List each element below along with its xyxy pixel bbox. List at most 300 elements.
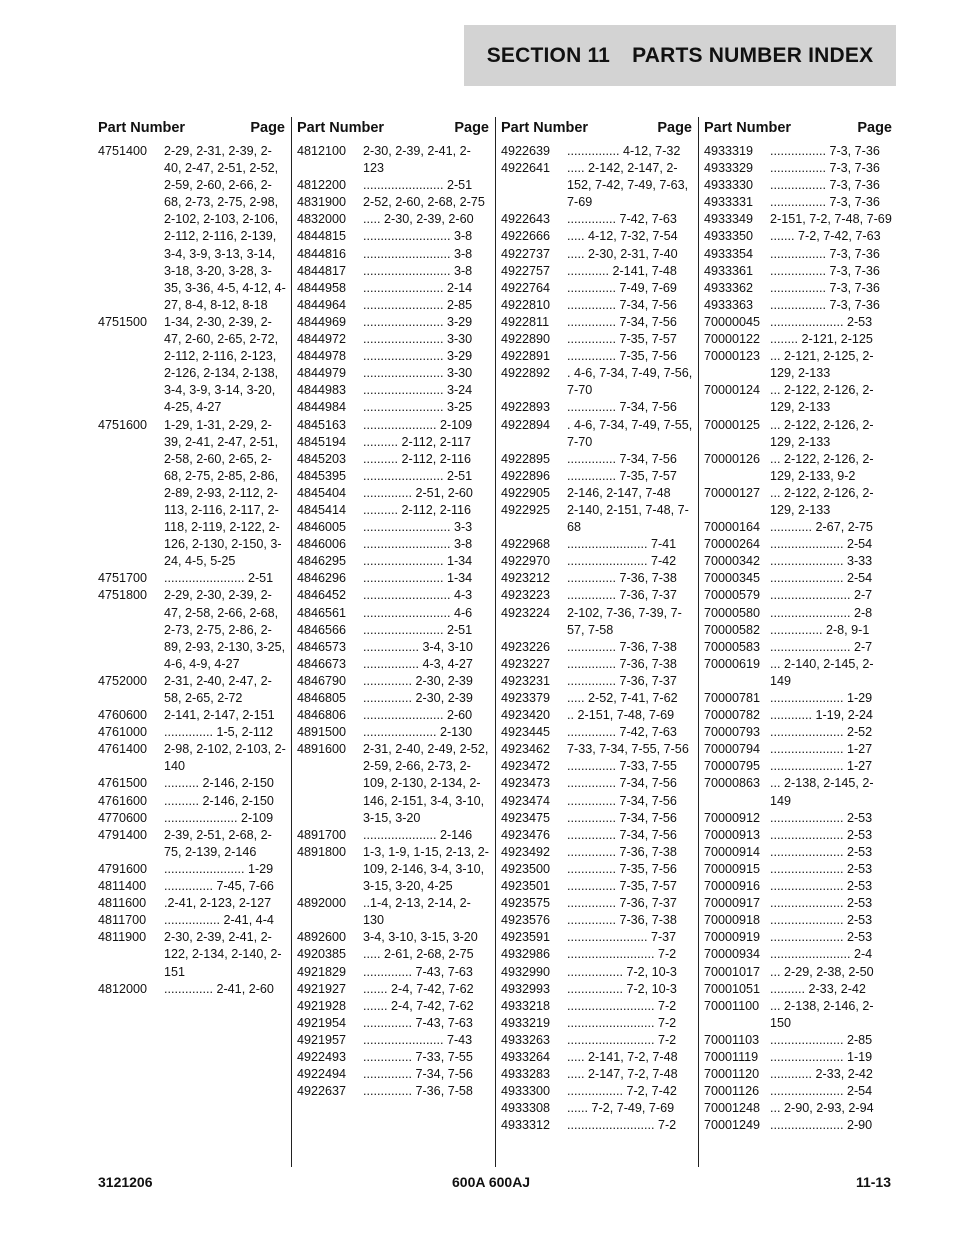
part-number: 70001119 xyxy=(704,1049,759,1064)
part-number: 4846790 xyxy=(297,673,347,688)
index-entry xyxy=(704,331,898,348)
part-number: 4751500 xyxy=(98,314,148,329)
page-references: ..................... 2-90 xyxy=(770,1118,873,1133)
page-references: ..................... 2-54 xyxy=(770,571,873,586)
part-number: 4923474 xyxy=(501,793,551,808)
page-references: ......................... 4-6 xyxy=(363,605,473,620)
part-number: 4933363 xyxy=(704,297,754,312)
page-references: .............. 7-36, 7-38 xyxy=(567,844,677,859)
part-number: 70000916 xyxy=(704,879,761,894)
page-references: 2-140, 2-151, 7-48, 7-68 xyxy=(567,502,689,535)
index-column-4 xyxy=(698,117,898,1167)
part-number: 70000580 xyxy=(704,605,761,620)
page-footer xyxy=(98,1174,891,1198)
page-references: ..................... 2-53 xyxy=(770,896,873,911)
index-entry xyxy=(98,314,291,417)
part-number: 4891600 xyxy=(297,742,347,757)
page-references: ..... 2-30, 2-31, 7-40 xyxy=(567,246,678,261)
index-entry xyxy=(297,228,495,245)
part-number: 70000164 xyxy=(704,520,761,535)
part-number: 4846673 xyxy=(297,656,347,671)
index-entry xyxy=(704,964,898,981)
part-number: 4844984 xyxy=(297,400,347,415)
index-entry xyxy=(297,1032,495,1049)
page-references: 7-33, 7-34, 7-55, 7-56 xyxy=(567,742,689,757)
index-entry xyxy=(704,177,898,194)
page-references: ... 2-122, 2-126, 2-129, 2-133 xyxy=(770,485,874,517)
part-number: 4933218 xyxy=(501,998,551,1013)
part-number: 4933329 xyxy=(704,161,754,176)
page-references: ..................... 2-53 xyxy=(770,810,873,825)
part-number: 70001249 xyxy=(704,1118,761,1133)
index-entry xyxy=(501,912,698,929)
index-entry xyxy=(704,690,898,707)
index-entry xyxy=(704,981,898,998)
page-references: ......................... 3-8 xyxy=(363,229,473,244)
index-entry xyxy=(297,1083,495,1100)
index-entry xyxy=(704,775,898,809)
part-number: 70000919 xyxy=(704,930,761,945)
index-entry xyxy=(98,707,291,724)
index-entry xyxy=(704,570,898,587)
index-entry xyxy=(704,1032,898,1049)
page-references: .............. 7-45, 7-66 xyxy=(164,879,274,894)
index-entry xyxy=(98,827,291,861)
index-entry xyxy=(98,878,291,895)
page-references: ................ 7-3, 7-36 xyxy=(770,297,880,312)
index-entry xyxy=(297,929,495,946)
part-number: 4845194 xyxy=(297,434,347,449)
part-number: 4811700 xyxy=(98,913,147,928)
index-entry xyxy=(297,485,495,502)
part-number: 4922494 xyxy=(297,1067,347,1082)
page-references: .............. 7-33, 7-55 xyxy=(567,759,677,774)
page-references: ..................... 2-130 xyxy=(363,725,473,740)
index-entry xyxy=(704,605,898,622)
page-references: ....... 7-2, 7-42, 7-63 xyxy=(770,229,881,244)
page-references: ....... 2-4, 7-42, 7-62 xyxy=(363,981,474,996)
part-number: 4922757 xyxy=(501,263,551,278)
part-number-header: Part Number xyxy=(704,120,792,136)
page-references: ....................... 2-7 xyxy=(770,639,873,654)
page-references: ..................... 2-53 xyxy=(770,930,873,945)
index-entry xyxy=(297,211,495,228)
index-entry xyxy=(501,775,698,792)
part-number: 4923224 xyxy=(501,605,551,620)
index-entry xyxy=(501,605,698,639)
page-references: .............. 7-34, 7-56 xyxy=(567,810,677,825)
page-references: .............. 7-34, 7-56 xyxy=(567,451,677,466)
index-entry xyxy=(501,1117,698,1134)
page-references: ... 2-122, 2-126, 2-129, 2-133 xyxy=(770,417,874,449)
entry-list xyxy=(98,143,291,998)
page-references: ..................... 1-27 xyxy=(770,759,873,774)
page-references: ... 2-29, 2-38, 2-50 xyxy=(770,964,874,979)
part-number: 4923500 xyxy=(501,861,551,876)
page-references: 2-39, 2-51, 2-68, 2-75, 2-139, 2-146 xyxy=(164,827,272,859)
index-entry xyxy=(704,519,898,536)
part-number: 4844972 xyxy=(297,332,347,347)
index-entry xyxy=(704,263,898,280)
index-entry xyxy=(297,724,495,741)
page-references: ....................... 1-29 xyxy=(164,861,274,876)
part-number: 4891800 xyxy=(297,844,347,859)
index-entry xyxy=(98,741,291,775)
page-references: ....................... 3-30 xyxy=(363,332,473,347)
part-number: 70001126 xyxy=(704,1084,760,1099)
page-references: ......................... 7-2 xyxy=(567,947,677,962)
page-references: .............. 7-42, 7-63 xyxy=(567,212,677,227)
column-header xyxy=(501,117,698,143)
page-references: .............. 7-34, 7-56 xyxy=(567,776,677,791)
index-entry xyxy=(704,1066,898,1083)
part-number: 4751400 xyxy=(98,144,148,158)
part-number: 4846573 xyxy=(297,639,347,654)
page-references: ................ 7-3, 7-36 xyxy=(770,263,880,278)
part-number: 4922925 xyxy=(501,502,551,517)
part-number-header: Part Number xyxy=(297,120,385,136)
page-references: ....................... 7-37 xyxy=(567,930,677,945)
part-number: 4844816 xyxy=(297,246,347,261)
index-entry xyxy=(297,280,495,297)
index-entry xyxy=(297,1066,495,1083)
part-number: 4891700 xyxy=(297,827,347,842)
page-references: ............... 2-8, 9-1 xyxy=(770,622,870,637)
index-entry xyxy=(501,263,698,280)
part-number: 70000123 xyxy=(704,349,761,364)
part-number: 4751700 xyxy=(98,571,148,586)
index-entry xyxy=(501,211,698,228)
part-number: 4922493 xyxy=(297,1049,347,1064)
page-references: .............. 7-35, 7-56 xyxy=(567,349,677,364)
index-entry xyxy=(704,451,898,485)
index-entry xyxy=(501,246,698,263)
part-number: 4923591 xyxy=(501,930,551,945)
index-entry xyxy=(98,673,291,707)
page-references: ... 2-122, 2-126, 2-129, 2-133, 9-2 xyxy=(770,451,874,483)
index-entry xyxy=(297,417,495,434)
index-entry xyxy=(297,827,495,844)
page-references: .............. 7-36, 7-58 xyxy=(363,1084,473,1099)
index-entry xyxy=(501,485,698,502)
page-references: ....... 2-4, 7-42, 7-62 xyxy=(363,998,474,1013)
part-number: 4933319 xyxy=(704,144,754,158)
page-references: ..................... 2-53 xyxy=(770,827,873,842)
page-references: 2-146, 2-147, 7-48 xyxy=(567,485,671,500)
index-entry xyxy=(297,502,495,519)
index-entry xyxy=(501,981,698,998)
index-entry xyxy=(501,741,698,758)
part-number: 70000583 xyxy=(704,639,761,654)
page-header: Page xyxy=(657,120,692,136)
page-references: .............. 7-34, 7-56 xyxy=(567,314,677,329)
index-entry xyxy=(297,348,495,365)
part-number: 70001103 xyxy=(704,1032,760,1047)
part-number: 4811600 xyxy=(98,896,147,911)
page-references: ....................... 7-43 xyxy=(363,1032,473,1047)
index-entry xyxy=(501,553,698,570)
page-references: ..................... 1-27 xyxy=(770,742,873,757)
section-header xyxy=(464,25,896,86)
part-number: 4932990 xyxy=(501,964,551,979)
part-number: 4933264 xyxy=(501,1049,551,1064)
index-entry xyxy=(704,622,898,639)
index-entry xyxy=(704,382,898,416)
page-references: ..................... 2-53 xyxy=(770,879,873,894)
model-name: 600A 600AJ xyxy=(452,1174,531,1190)
page-header: Page xyxy=(454,120,489,136)
page-references: ......................... 7-2 xyxy=(567,1015,677,1030)
index-entry xyxy=(297,656,495,673)
page-references: 2-31, 2-40, 2-49, 2-52, 2-59, 2-66, 2-73, 2-109, 2-130, 2-134, 2-146, 2-151, 3-4, 3-10, 3-15, 3-20 xyxy=(363,742,489,825)
part-number: 4923227 xyxy=(501,656,551,671)
page-references: ....................... 2-51 xyxy=(363,468,473,483)
part-number: 4846296 xyxy=(297,571,347,586)
page-references: ................ 7-3, 7-36 xyxy=(770,178,880,193)
part-number: 70000914 xyxy=(704,844,761,859)
index-entry xyxy=(704,297,898,314)
index-entry xyxy=(98,810,291,827)
page-references: .............. 7-42, 7-63 xyxy=(567,725,677,740)
part-number: 4751800 xyxy=(98,588,148,603)
part-number: 4845163 xyxy=(297,417,347,432)
index-entry xyxy=(297,194,495,211)
page-references: .............. 7-34, 7-56 xyxy=(567,827,677,842)
part-number: 4933350 xyxy=(704,229,754,244)
index-entry xyxy=(501,929,698,946)
part-number: 4892000 xyxy=(297,896,347,911)
page-references: ..................... 2-109 xyxy=(164,810,274,825)
part-number: 4933308 xyxy=(501,1101,551,1116)
page-header: Page xyxy=(857,120,892,136)
page-references: ......................... 3-8 xyxy=(363,537,473,552)
index-entry xyxy=(501,365,698,399)
part-number: 4932993 xyxy=(501,981,551,996)
index-entry xyxy=(501,1066,698,1083)
page-references: .............. 7-36, 7-38 xyxy=(567,571,677,586)
page-references: 1-3, 1-9, 1-15, 2-13, 2-109, 2-146, 3-4, 3-10, 3-15, 3-20, 4-25 xyxy=(363,844,490,894)
page-references: ..................... 1-29 xyxy=(770,691,873,705)
index-entry xyxy=(297,553,495,570)
part-number: 4933312 xyxy=(501,1118,551,1133)
index-entry xyxy=(704,724,898,741)
index-entry xyxy=(501,946,698,963)
index-entry xyxy=(704,707,898,724)
index-entry xyxy=(704,587,898,604)
page-references: .............. 7-35, 7-57 xyxy=(567,332,677,347)
page-references: 2-52, 2-60, 2-68, 2-75 xyxy=(363,195,485,210)
part-number: 4832000 xyxy=(297,212,347,227)
part-number: 70000793 xyxy=(704,725,761,740)
index-entry xyxy=(501,451,698,468)
index-entry xyxy=(98,895,291,912)
page-references: ............ 1-19, 2-24 xyxy=(770,708,873,723)
page-references: ..................... 2-85 xyxy=(770,1032,873,1047)
index-entry xyxy=(704,656,898,690)
part-number: 4923379 xyxy=(501,691,551,705)
index-entry xyxy=(98,861,291,878)
index-entry xyxy=(704,844,898,861)
page-references: .............. 7-36, 7-37 xyxy=(567,588,677,603)
part-number: 4812200 xyxy=(297,178,347,193)
index-entry xyxy=(501,228,698,245)
index-entry xyxy=(501,810,698,827)
index-entry xyxy=(501,707,698,724)
page-references: ..... 2-147, 7-2, 7-48 xyxy=(567,1067,678,1082)
page-references: ..................... 2-53 xyxy=(770,913,873,928)
index-entry xyxy=(501,297,698,314)
page-references: ....................... 1-34 xyxy=(363,554,473,569)
index-entry xyxy=(297,570,495,587)
index-entry xyxy=(297,707,495,724)
index-entry xyxy=(501,673,698,690)
page-references: ... 2-90, 2-93, 2-94 xyxy=(770,1101,874,1116)
index-entry xyxy=(501,314,698,331)
part-number: 70000264 xyxy=(704,537,761,552)
part-number: 4752000 xyxy=(98,673,148,688)
page-references: .............. 2-51, 2-60 xyxy=(363,485,473,500)
page-references: .............. 7-36, 7-37 xyxy=(567,896,677,911)
part-number: 70001120 xyxy=(704,1067,760,1082)
index-entry xyxy=(704,228,898,245)
index-entry xyxy=(704,741,898,758)
index-entry xyxy=(98,929,291,980)
index-entry xyxy=(704,639,898,656)
page-references: ......................... 7-2 xyxy=(567,1032,677,1047)
part-number: 4923223 xyxy=(501,588,551,603)
page-references: .............. 7-36, 7-38 xyxy=(567,656,677,671)
part-number: 70000912 xyxy=(704,810,761,825)
part-number: 4921954 xyxy=(297,1015,347,1030)
page-references: ....................... 3-29 xyxy=(363,349,473,364)
index-entry xyxy=(98,981,291,998)
entry-list xyxy=(297,143,495,1100)
page-references: .2-41, 2-123, 2-127 xyxy=(164,896,272,911)
page-references: .............. 2-41, 2-60 xyxy=(164,981,274,996)
index-entry xyxy=(297,1049,495,1066)
part-number: 4921957 xyxy=(297,1032,347,1047)
index-entry xyxy=(297,519,495,536)
part-number: 70001017 xyxy=(704,964,761,979)
index-entry xyxy=(297,998,495,1015)
part-number: 4751600 xyxy=(98,417,148,432)
part-number: 70001248 xyxy=(704,1101,761,1116)
page-references: ....................... 7-42 xyxy=(567,554,677,569)
index-entry xyxy=(297,587,495,604)
index-entry xyxy=(98,775,291,792)
index-entry xyxy=(501,656,698,673)
part-number: 4923226 xyxy=(501,639,551,654)
page-references: ..... 2-52, 7-41, 7-62 xyxy=(567,691,678,705)
index-entry xyxy=(98,143,291,314)
part-number: 70000917 xyxy=(704,896,761,911)
index-entry xyxy=(704,810,898,827)
part-number: 70000918 xyxy=(704,913,761,928)
index-entry xyxy=(501,1032,698,1049)
index-entry xyxy=(98,793,291,810)
part-number: 4791400 xyxy=(98,827,148,842)
page-references: ... 2-122, 2-126, 2-129, 2-133 xyxy=(770,383,874,415)
part-number: 4831900 xyxy=(297,195,347,210)
page-references: ......................... 7-2 xyxy=(567,998,677,1013)
part-number: 4933362 xyxy=(704,280,754,295)
index-entry xyxy=(501,280,698,297)
index-entry xyxy=(501,895,698,912)
index-entry xyxy=(704,553,898,570)
index-entry xyxy=(297,263,495,280)
index-column-3 xyxy=(495,117,698,1167)
part-number: 4920385 xyxy=(297,947,347,962)
index-entry xyxy=(501,587,698,604)
part-number: 70000934 xyxy=(704,947,761,962)
entry-list xyxy=(501,143,698,1134)
index-entry xyxy=(297,365,495,382)
part-number: 4922637 xyxy=(297,1084,347,1099)
page-references: ..... 2-142, 2-147, 2-152, 7-42, 7-49, 7-63, 7-69 xyxy=(567,161,689,210)
page-references: ................ 4-3, 4-27 xyxy=(363,656,473,671)
index-entry xyxy=(704,912,898,929)
page-references: .............. 7-36, 7-38 xyxy=(567,913,677,928)
index-column-2 xyxy=(291,117,495,1167)
index-entry xyxy=(297,434,495,451)
entry-list xyxy=(704,143,898,1134)
part-number: 4923576 xyxy=(501,913,551,928)
page-references: ....................... 3-29 xyxy=(363,314,473,329)
page-references: 2-141, 2-147, 2-151 xyxy=(164,708,275,723)
part-number: 4923420 xyxy=(501,708,551,723)
page-references: ....................... 2-51 xyxy=(363,622,473,637)
part-number: 70000619 xyxy=(704,656,761,671)
part-number: 4844969 xyxy=(297,314,347,329)
part-number: 4922666 xyxy=(501,229,551,244)
page-references: 2-151, 7-2, 7-48, 7-69 xyxy=(770,212,892,227)
index-entry xyxy=(501,998,698,1015)
part-number: 4844964 xyxy=(297,297,347,312)
part-number: 4846005 xyxy=(297,520,347,535)
page-references: ......................... 4-3 xyxy=(363,588,473,603)
part-number: 4923476 xyxy=(501,827,551,842)
index-entry xyxy=(501,690,698,707)
index-entry xyxy=(297,451,495,468)
index-entry xyxy=(501,793,698,810)
page-references: ..................... 3-33 xyxy=(770,554,873,569)
page-references: ... 2-138, 2-146, 2-150 xyxy=(770,998,874,1030)
page-references: .............. 7-35, 7-56 xyxy=(567,861,677,876)
page-references: .............. 7-36, 7-37 xyxy=(567,673,677,688)
page-references: ..... 2-30, 2-39, 2-60 xyxy=(363,212,474,227)
part-number: 4933300 xyxy=(501,1084,551,1099)
page-header: Page xyxy=(250,120,285,136)
page-references: ................ 7-3, 7-36 xyxy=(770,195,880,210)
part-number: 4933330 xyxy=(704,178,754,193)
page-references: ................ 7-2, 10-3 xyxy=(567,964,677,979)
part-number: 4892600 xyxy=(297,930,347,945)
part-number: 4922641 xyxy=(501,161,551,176)
index-entry xyxy=(297,690,495,707)
part-number: 70000122 xyxy=(704,332,761,347)
page-references: ... 2-121, 2-125, 2-129, 2-133 xyxy=(770,349,874,381)
page-references: . 4-6, 7-34, 7-49, 7-55, 7-70 xyxy=(567,417,693,449)
page-references: ....................... 2-51 xyxy=(164,571,274,586)
page-references: ....................... 2-7 xyxy=(770,588,873,603)
column-header xyxy=(297,117,495,143)
page-references: 2-31, 2-40, 2-47, 2-58, 2-65, 2-72 xyxy=(164,673,272,705)
index-entry xyxy=(501,1100,698,1117)
index-entry xyxy=(501,724,698,741)
index-entry xyxy=(501,878,698,895)
index-entry xyxy=(501,502,698,536)
index-entry xyxy=(704,417,898,451)
